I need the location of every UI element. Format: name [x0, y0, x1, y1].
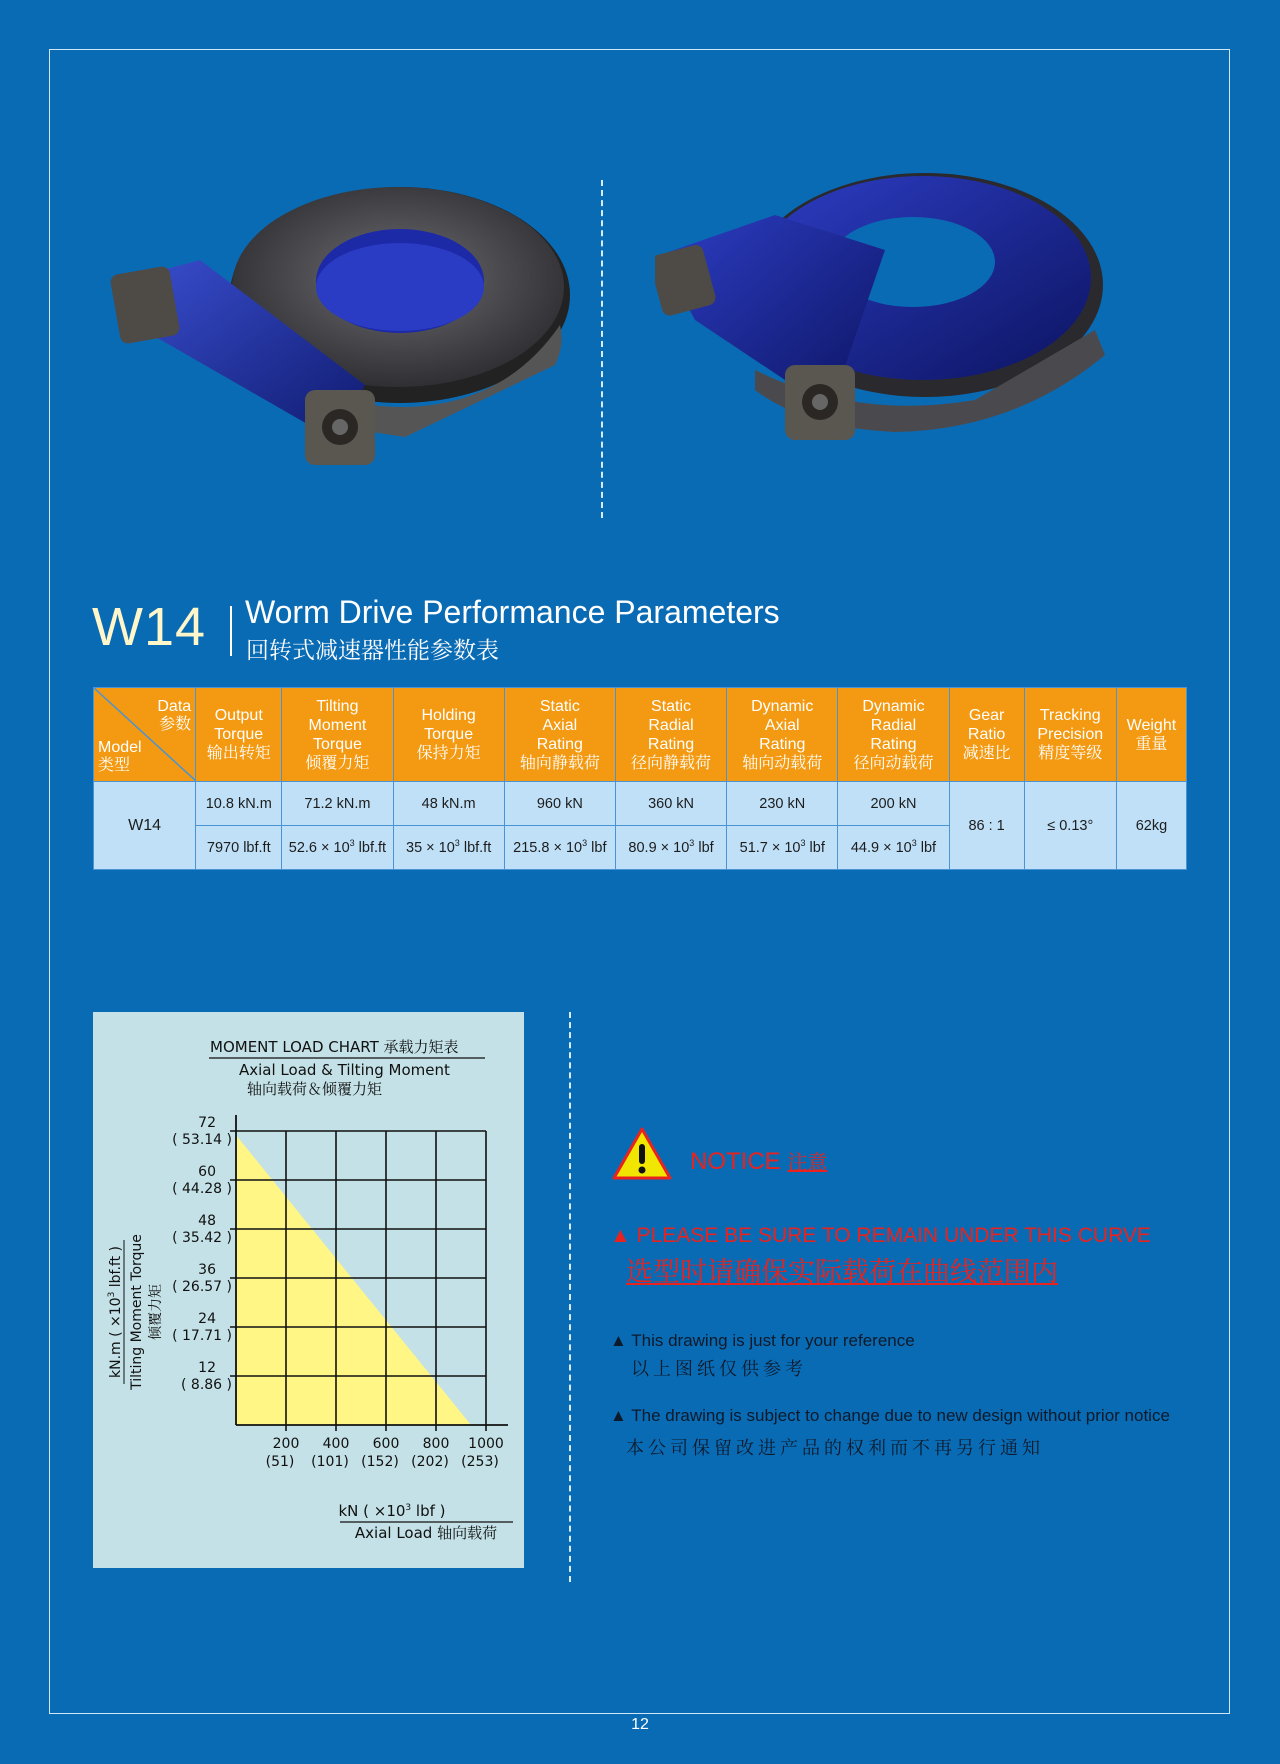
- notice-title: [690, 1146, 827, 1176]
- note-reference-en: ▲ This drawing is just for your reference: [610, 1331, 915, 1350]
- notice-title-en: NOTICE: [690, 1148, 781, 1175]
- cell-tilting-moment-imperial: $52.6 \times 10^3$ lbf.ft: [282, 826, 393, 870]
- x-tick-label-600: 600: [372, 1436, 400, 1452]
- y-axis-label-group: [107, 1234, 164, 1391]
- model-code: W14: [92, 597, 207, 657]
- cell-holding-torque-imperial: $35 \times 10^3$ lbf.ft: [393, 826, 504, 870]
- header-tilting-moment-torque: Tilting Moment Torque 倾覆力矩: [282, 688, 393, 782]
- y-tick-sub-72: ( 53.14 ): [172, 1132, 232, 1148]
- spec-table: [93, 687, 1187, 870]
- plot-area: [172, 1115, 508, 1470]
- cell-static-radial-imperial: $80.9 \times 10^3$ lbf: [615, 826, 726, 870]
- page-number: 12: [631, 1716, 649, 1733]
- y-tick-label-24: 24: [198, 1311, 216, 1327]
- header-dynamic-axial-rating: Dynamic Axial Rating 轴向动载荷: [727, 688, 838, 782]
- x-tick-label-800: 800: [422, 1436, 450, 1452]
- cell-gear-ratio: 86 : 1: [949, 782, 1024, 870]
- worm-drive-image-front: [105, 175, 575, 475]
- divider-top: [601, 180, 603, 518]
- y-axis-unit: kN.m ( $\times 10^3$ lbf.ft ): [107, 1246, 124, 1378]
- warning-cn: 选型时请确保实际载荷在曲线范围内: [626, 1257, 1058, 1287]
- moment-load-chart: [93, 1012, 524, 1568]
- header-dynamic-radial-rating: Dynamic Radial Rating 径向动载荷: [838, 688, 949, 782]
- x-axis-unit: kN ( $\times 10^3$ lbf ): [338, 1502, 446, 1520]
- y-tick-sub-60: ( 44.28 ): [172, 1181, 232, 1197]
- header-output-torque: Output Torque 输出转矩: [196, 688, 282, 782]
- table-row-metric: [94, 782, 1187, 826]
- cell-static-axial-metric: 960 kN: [504, 782, 615, 826]
- y-tick-sub-12: ( 8.86 ): [181, 1377, 232, 1393]
- cell-dynamic-axial-metric: 230 kN: [727, 782, 838, 826]
- x-tick-label-200: 200: [272, 1436, 300, 1452]
- y-axis-label-cn: 倾覆力矩: [148, 1284, 164, 1340]
- chart-svg: [93, 1012, 524, 1568]
- title-en: Worm Drive Performance Parameters: [245, 594, 780, 630]
- header-holding-torque: Holding Torque 保持力矩: [393, 688, 504, 782]
- x-tick-sub-1000: (253): [461, 1454, 499, 1470]
- chart-subtitle-en: Axial Load & Tilting Moment: [239, 1061, 450, 1079]
- divider-bottom: [569, 1012, 571, 1582]
- corner-data-cn: 参数: [159, 716, 192, 733]
- x-tick-sub-200: (51): [265, 1454, 295, 1470]
- y-tick-sub-24: ( 17.71 ): [172, 1328, 232, 1344]
- y-tick-label-72: 72: [198, 1115, 216, 1131]
- cell-dynamic-axial-imperial: $51.7 \times 10^3$ lbf: [727, 826, 838, 870]
- y-axis-label-en: Tilting Moment Torque: [129, 1234, 145, 1390]
- cell-dynamic-radial-imperial: $44.9 \times 10^3$ lbf: [838, 826, 949, 870]
- cell-weight: 62kg: [1116, 782, 1186, 870]
- corner-model-cn: 类型: [98, 757, 131, 774]
- y-tick-label-48: 48: [198, 1213, 216, 1229]
- cell-output-torque-metric: 10.8 kN.m: [196, 782, 282, 826]
- cell-precision: ≤ 0.13°: [1024, 782, 1116, 870]
- header-static-axial-rating: Static Axial Rating 轴向静载荷: [504, 688, 615, 782]
- y-tick-sub-48: ( 35.42 ): [172, 1230, 232, 1246]
- corner-data-en: Data: [157, 698, 192, 715]
- y-tick-label-36: 36: [198, 1262, 216, 1278]
- x-tick-sub-800: (202): [411, 1454, 449, 1470]
- corner-model-en: Model: [98, 739, 142, 756]
- header-tracking-precision: Tracking Precision 精度等级: [1024, 688, 1116, 782]
- x-axis-label: Axial Load 轴向载荷: [354, 1524, 498, 1542]
- x-tick-sub-600: (152): [361, 1454, 399, 1470]
- corner-header: [94, 688, 196, 782]
- cell-static-radial-metric: 360 kN: [615, 782, 726, 826]
- chart-title: MOMENT LOAD CHART 承载力矩表: [210, 1038, 459, 1056]
- note-change-en: ▲ The drawing is subject to change due to new design without prior notice: [610, 1406, 1170, 1425]
- title-separator: [230, 606, 232, 656]
- header-gear-ratio: Gear Ratio 减速比: [949, 688, 1024, 782]
- cell-model: W14: [94, 782, 196, 870]
- chart-subtitle-cn: 轴向载荷＆倾覆力矩: [247, 1080, 383, 1098]
- x-tick-sub-400: (101): [311, 1454, 349, 1470]
- header-static-radial-rating: Static Radial Rating 径向静载荷: [615, 688, 726, 782]
- header-weight: Weight 重量: [1116, 688, 1186, 782]
- cell-output-torque-imperial: 7970 lbf.ft: [196, 826, 282, 870]
- x-tick-label-400: 400: [322, 1436, 350, 1452]
- warning-icon: [611, 1126, 673, 1182]
- note-reference-cn: 以上图纸仅供参考: [631, 1359, 807, 1379]
- y-tick-label-12: 12: [198, 1360, 216, 1376]
- title-cn: 回转式减速器性能参数表: [246, 637, 499, 663]
- cell-holding-torque-metric: 48 kN.m: [393, 782, 504, 826]
- cell-dynamic-radial-metric: 200 kN: [838, 782, 949, 826]
- y-tick-label-60: 60: [198, 1164, 216, 1180]
- warning-en: ▲ PLEASE BE SURE TO REMAIN UNDER THIS CURVE: [610, 1224, 1151, 1247]
- table-header-row: [94, 688, 1187, 782]
- notice-title-cn: 注意: [787, 1152, 828, 1174]
- y-tick-sub-36: ( 26.57 ): [172, 1279, 232, 1295]
- x-tick-label-1000: 1000: [468, 1436, 504, 1452]
- worm-drive-image-rear: [655, 170, 1110, 470]
- note-change-cn: 本公司保留改进产品的权利而不再另行通知: [626, 1438, 1044, 1458]
- cell-static-axial-imperial: $215.8 \times 10^3$ lbf: [504, 826, 615, 870]
- cell-tilting-moment-metric: 71.2 kN.m: [282, 782, 393, 826]
